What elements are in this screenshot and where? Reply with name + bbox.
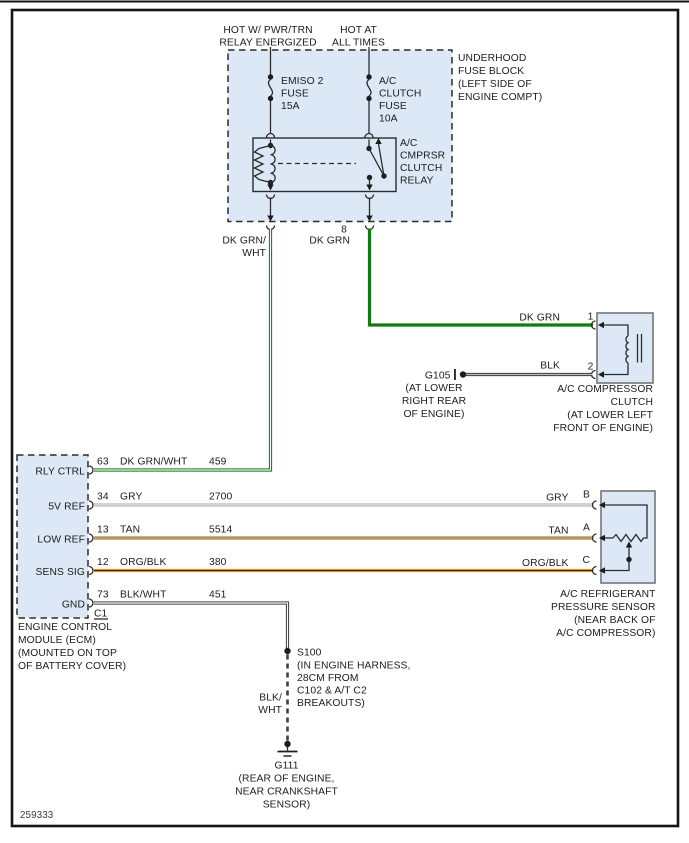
sensor-caption: (NEAR BACK OF [574,615,656,626]
relay-caption: CLUTCH [400,163,443,174]
s100-caption: 28CM FROM [297,673,359,684]
ecm-caption: MODULE (ECM) [18,635,96,646]
ecm-caption: OF BATTERY COVER) [18,661,127,672]
fuse-block-caption: (LEFT SIDE OF [458,79,532,90]
ecm-connector-id: C1 [94,608,108,620]
fuse-block-box [228,50,452,222]
sensor-pin-letter: B [583,489,590,501]
sensor-caption: PRESSURE SENSOR [551,602,656,613]
ground-name: G111 [274,760,299,772]
g111-caption: (REAR OF ENGINE, [238,773,335,785]
clutch-box [597,313,653,383]
clutch-caption: CLUTCH [610,397,653,408]
wire-color-label: WHT [242,248,266,259]
ecm-pin-label: LOW REF [37,534,85,546]
g105-caption: RIGHT REAR [401,396,467,407]
fuse-block-caption: ENGINE COMPT) [458,92,543,103]
ecm-pin-label: GND [61,599,85,611]
fuse-terminal [366,96,371,101]
ecm-pin-label: 5V REF [48,501,85,513]
wire-color-label: DK GRN [519,312,560,324]
fuse-block-caption: FUSE BLOCK [458,66,525,77]
splice-name: S100 [297,647,322,659]
sensor-wiper-dot [626,557,631,562]
clutch-caption: (AT LOWER LEFT [567,410,653,421]
ecm-caption: ENGINE CONTROL [18,622,113,633]
ecm-pin-number: 13 [97,524,109,536]
ecm-pin-label: SENS SIG [35,567,85,578]
fuse-terminal [268,74,273,79]
wire-color-label: DK GRN/WHT [120,456,188,468]
ground-point [460,371,466,377]
relay-output-pin: 8 [341,224,347,236]
fuse-terminal [268,96,273,101]
feed-left-label: RELAY ENERGIZED [219,37,317,49]
circuit-number: 459 [209,456,227,468]
document-number: 259333 [20,810,54,821]
splice-dot [284,648,290,654]
fuse1-label: EMISO 2 [281,76,324,87]
ecm-pin-number: 63 [97,456,109,468]
g111-caption: NEAR CRANKSHAFT [235,786,338,798]
clutch-caption: FRONT OF ENGINE) [553,423,653,434]
wire-color-label: DK GRN/ [222,235,266,247]
wire-color-label: ORG/BLK [120,557,167,568]
ground-name: G105 [424,370,451,382]
ground-stud-icon [454,369,456,380]
wire-color-label: WHT [258,705,282,716]
fuse-terminal [366,74,371,79]
fuse-block-caption: UNDERHOOD [458,53,527,64]
s100-caption: (IN ENGINE HARNESS, [297,660,411,672]
fuse2-label: 10A [379,113,398,125]
wire-color-label: GRY [546,492,569,504]
ground-point [284,741,290,747]
s100-caption: C102 & A/T C2 [297,685,367,697]
clutch-pin-number: 2 [587,361,594,373]
circuit-number: 5514 [209,524,233,536]
feed-right-label: HOT AT [340,25,377,36]
ecm-pin-label: RLY CTRL [35,466,85,478]
fuse2-label: CLUTCH [379,88,422,100]
wire-color-label: BLK/ [259,692,282,704]
fuse1-label: FUSE [281,88,309,100]
sensor-caption: A/C REFRIGERANT [560,589,656,600]
g105-caption: (AT LOWER [405,383,463,394]
clutch-caption: A/C COMPRESSOR [557,384,653,395]
fuse2-label: FUSE [379,101,407,112]
relay-caption: A/C [400,138,418,149]
g111-caption: SENSOR) [262,799,311,811]
relay-caption: CMPRSR [400,150,446,162]
fuse2-label: A/C [379,76,397,87]
wire-color-label: DK GRN [309,235,350,247]
sensor-pin-letter: C [582,555,590,566]
circuit-number: 380 [209,557,227,568]
wire-color-label: ORG/BLK [522,558,569,569]
wire-color-label: BLK/WHT [120,589,167,601]
feed-left-label: HOT W/ PWR/TRN [223,25,313,36]
s100-caption: BREAKOUTS) [297,698,365,709]
circuit-number: 451 [209,589,227,601]
ecm-caption: (MOUNTED ON TOP [18,648,117,659]
fuse1-label: 15A [281,101,300,112]
g105-caption: OF ENGINE) [403,409,465,420]
wire-color-label: BLK [540,360,560,372]
clutch-pin-number: 1 [587,311,594,323]
ecm-pin-number: 73 [97,589,109,601]
relay-caption: RELAY [400,175,434,187]
circuit-number: 2700 [209,491,233,503]
ecm-pin-number: 12 [97,557,109,568]
wire-color-label: TAN [548,525,569,537]
ecm-pin-number: 34 [97,491,109,503]
feed-right-label: ALL TIMES [332,37,385,49]
sensor-caption: A/C COMPRESSOR) [556,628,656,639]
sensor-pin-letter: A [583,522,590,534]
wire-color-label: GRY [120,491,143,503]
wire-color-label: TAN [120,524,141,536]
